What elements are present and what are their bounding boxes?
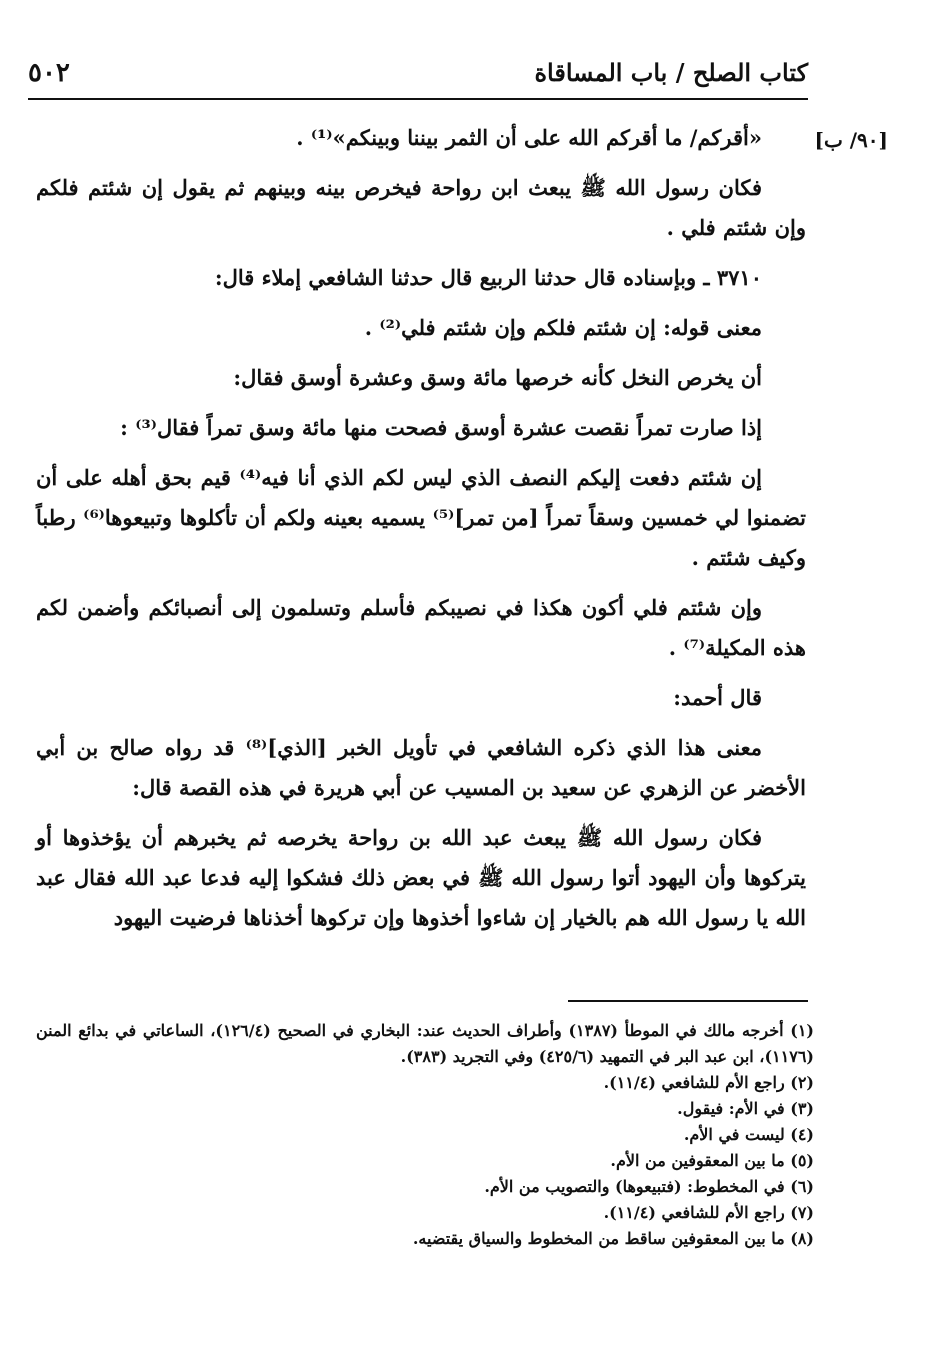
footnote: (٧) راجع الأم للشافعي (١١/٤).	[603, 1203, 814, 1222]
running-title: كتاب الصلح / باب المساقاة	[534, 58, 808, 87]
footnote: (٢) راجع الأم للشافعي (١١/٤).	[603, 1073, 814, 1092]
footnote: (٦) في المخطوط: (فتبيعوها) والتصويب من الأم.	[484, 1177, 814, 1196]
paragraph: وإن شئتم فلي أكون هكذا في نصيبكم فأسلم وتسلمون إلى أنصبائكم وأضمن لكم هذه المكيلة⁽⁷⁾ .	[36, 595, 806, 660]
paragraph: إن شئتم دفعت إليكم النصف الذي ليس لكم الذي أنا فيه⁽⁴⁾ قيم بحق أهله على أن تضمنوا لي خمسين وسقاً تمراً [من تمر]⁽⁵⁾ يسميه بعينه ولكم أن تأكلوها وتبيعوها⁽⁶⁾ رطباً وكيف شئتم .	[36, 465, 806, 570]
footnote: (٤) ليست في الأم.	[683, 1125, 814, 1144]
page-header	[28, 52, 808, 100]
paragraph: أن يخرص النخل كأنه خرصها مائة وسق وعشرة أوسق فقال:	[233, 365, 762, 390]
paragraph: إذا صارت تمراً نقصت عشرة أوسق فصحت منها مائة وسق تمراً فقال⁽³⁾ :	[120, 415, 762, 440]
main-text	[36, 118, 806, 948]
paragraph: فكان رسول الله ﷺ يبعث ابن رواحة فيخرص بينه وبينهم ثم يقول إن شئتم فلكم وإن شئتم فلي .	[36, 175, 806, 240]
page-number: ٥٠٢	[28, 58, 70, 88]
footnote: (٨) ما بين المعقوفين ساقط من المخطوط والسياق يقتضيه.	[412, 1229, 814, 1248]
paragraph: فكان رسول الله ﷺ يبعث عبد الله بن رواحة يخرصه ثم يخبرهم أن يؤخذوها أو يتركوها وأن اليهود أتوا رسول الله ﷺ في بعض ذلك فشكوا إليه فدعا عبد الله فقال عبد الله يا رسول الله هم بالخيار إن شاءوا أخذوها وإن تركوها أخذناها فرضيت اليهود	[36, 825, 806, 930]
paragraph: معنى قوله: إن شئتم فلكم وإن شئتم فلي⁽²⁾ .	[364, 315, 762, 340]
paragraph: «أقركم/ ما أقركم الله على أن الثمر بيننا وبينكم»⁽¹⁾ .	[296, 125, 762, 150]
footnote: (١) أخرجه مالك في الموطأ (١٣٨٧) وأطراف الحديث عند: البخاري في الصحيح (١٢٦/٤)، الساعاتي في بدائع المنن (١١٧٦)، ابن عبد البر في التمهيد (٤٢٥/٦) وفي التجريد (٣٨٣).	[36, 1021, 814, 1066]
paragraph: قال أحمد:	[673, 685, 762, 710]
manuscript-folio-reference: [٩٠/ ب]	[814, 128, 888, 152]
paragraph: معنى هذا الذي ذكره الشافعي في تأويل الخبر [الذي]⁽⁸⁾ قد رواه صالح بن أبي الأخضر عن الزهري عن سعيد بن المسيب عن أبي هريرة في هذه القصة قال:	[36, 735, 806, 800]
footnote: (٣) في الأم: فيقول.	[677, 1099, 814, 1118]
paragraph: ٣٧١٠ ـ وبإسناده قال حدثنا الربيع قال حدثنا الشافعي إملاء قال:	[214, 265, 762, 290]
footnote: (٥) ما بين المعقوفين من الأم.	[610, 1151, 814, 1170]
footnote-separator	[568, 1000, 808, 1002]
footnotes-list	[36, 1018, 814, 1252]
